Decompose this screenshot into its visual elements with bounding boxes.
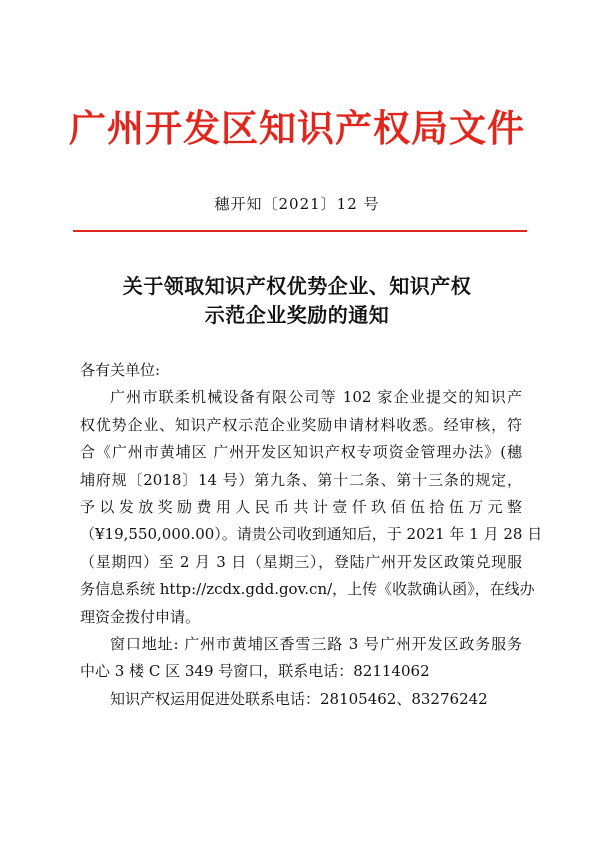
document-header-title: 广州开发区知识产权局文件 bbox=[69, 106, 525, 150]
paragraph-line: （星期四）至 2 月 3 日（星期三），登陆广州开发区政策兑现服 bbox=[80, 552, 522, 571]
notice-title bbox=[0, 272, 594, 330]
paragraph-line: 合《广州市黄埔区 广州开发区知识产权专项资金管理办法》(穗 bbox=[80, 443, 522, 462]
paragraph-line: 广州市联柔机械设备有限公司等 102 家企业提交的知识产 bbox=[110, 388, 522, 407]
window-address-line: 窗口地址: 广州市黄埔区香雪三路 3 号广州开发区政务服务 bbox=[110, 634, 522, 653]
paragraph-line: 予以发放奖励费用人民币共计壹仟玖佰伍拾伍万元整 bbox=[80, 497, 522, 516]
paragraph-line: 权优势企业、知识产权示范企业奖励申请材料收悉。经审核，符 bbox=[80, 415, 522, 434]
notice-title-line-2: 示范企业奖励的通知 bbox=[204, 303, 390, 327]
salutation: 各有关单位: bbox=[80, 361, 161, 379]
paragraph-line: 埔府规〔2018〕14 号）第九条、第十二条、第十三条的规定， bbox=[80, 470, 522, 489]
document-number: 穗开知〔2021〕12 号 bbox=[214, 195, 380, 213]
paragraph-line: 务信息系统 http://zcdx.gdd.gov.cn/，上传《收款确认函》，在线办 bbox=[80, 580, 535, 599]
notice-title-line-1: 关于领取知识产权优势企业、知识产权 bbox=[122, 274, 472, 298]
paragraph-line: （¥19,550,000.00）。请贵公司收到通知后，于 2021 年 1 月 28 日 bbox=[80, 525, 543, 544]
window-address-line: 中心 3 楼 C 区 349 号窗口，联系电话：82114062 bbox=[80, 662, 430, 681]
header-divider bbox=[73, 230, 527, 232]
notice-body bbox=[80, 357, 543, 713]
contact-phone-line: 知识产权运用促进处联系电话：28105462、83276242 bbox=[110, 689, 488, 708]
paragraph-line: 理资金拨付申请。 bbox=[80, 607, 201, 626]
